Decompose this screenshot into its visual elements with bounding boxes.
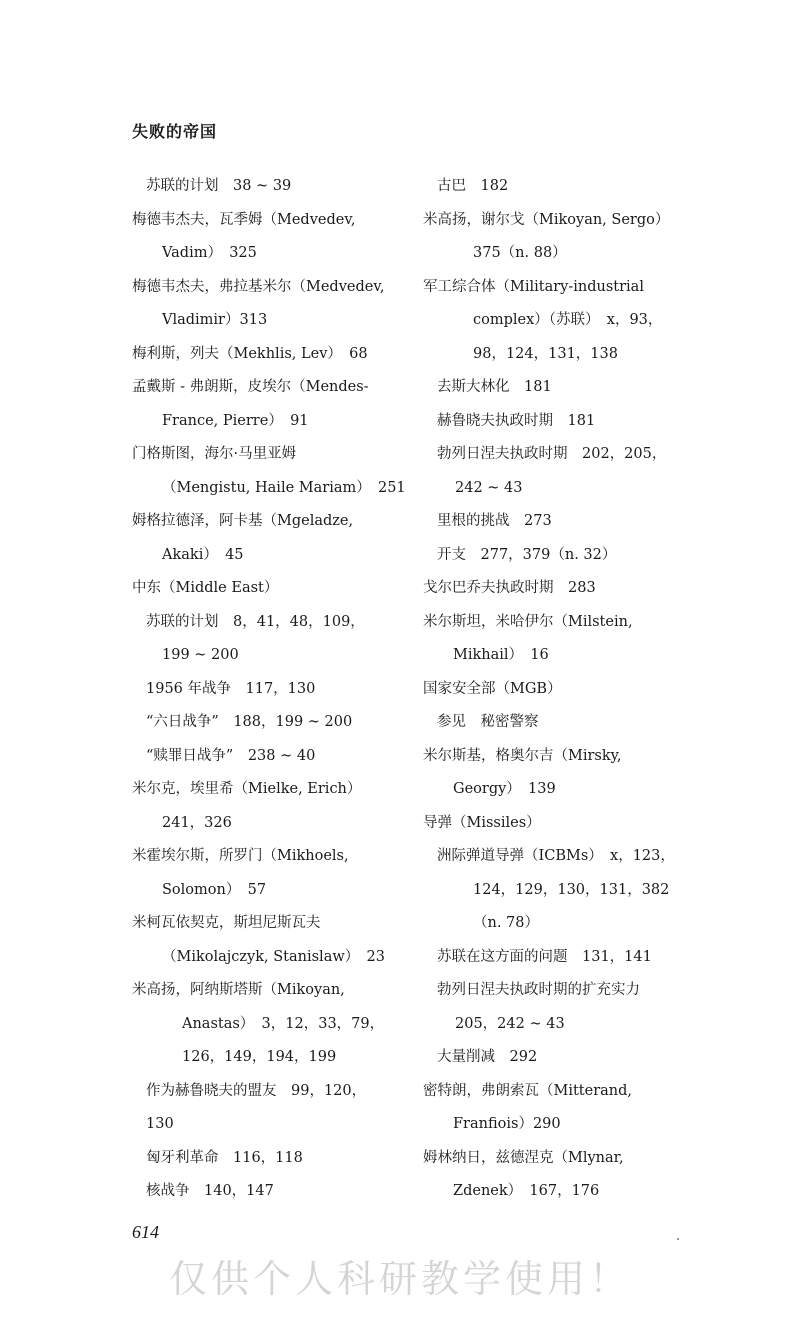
index-column-right — [423, 170, 695, 1209]
index-line: Franfiois）290 — [453, 1116, 561, 1132]
index-line: 国家安全部（MGB） — [423, 680, 562, 697]
index-line: 参见 秘密警察 — [437, 714, 539, 730]
index-line: “六日战争” 188，199 ~ 200 — [146, 714, 353, 730]
index-line: 勃列日涅夫执政时期的扩充实力 — [437, 982, 640, 998]
index-line: 375（n. 88） — [473, 245, 567, 261]
index-line: 苏联在这方面的问题 131，141 — [437, 948, 652, 965]
index-line: 米霍埃尔斯，所罗门（Mikhoels, — [132, 848, 349, 864]
index-column-left — [132, 170, 407, 1209]
index-line: 242 ~ 43 — [455, 479, 523, 496]
index-line: 苏联的计划 8，41，48，109， — [146, 613, 365, 630]
index-line: 199 ~ 200 — [162, 647, 239, 663]
index-line: 205，242 ~ 43 — [455, 1015, 565, 1032]
index-line: 洲际弹道导弹（ICBMs） x，123， — [437, 848, 675, 864]
index-line: 梅德韦杰夫，瓦季姆（Medvedev, — [132, 211, 356, 228]
index-line: 导弹（Missiles） — [423, 814, 541, 831]
index-line: 去斯大林化 181 — [437, 379, 552, 395]
index-line: 姆格拉德泽，阿卡基（Mgeladze, — [132, 513, 354, 529]
running-header: 失败的帝国 — [132, 122, 218, 141]
index-line: 米高扬，谢尔戈（Mikoyan, Sergo） — [423, 211, 670, 228]
index-line: 梅利斯，列夫（Mekhlis, Lev） 68 — [132, 345, 368, 362]
index-line: 米柯瓦依契克，斯坦尼斯瓦夫 — [132, 915, 321, 931]
index-line: 大量削减 292 — [437, 1049, 538, 1065]
index-line: 130 — [146, 1116, 174, 1132]
index-line: 核战争 140，147 — [146, 1183, 274, 1199]
index-line: 米尔斯坦，米哈伊尔（Milstein, — [423, 613, 633, 630]
index-line: 米尔斯基，格奥尔吉（Mirsky, — [423, 747, 622, 764]
index-line: 124，129，130，131，382 — [473, 881, 670, 898]
index-line: 赫鲁晓夫执政时期 181 — [437, 412, 596, 429]
index-line: Georgy） 139 — [453, 781, 556, 797]
scan-speck — [677, 1238, 679, 1240]
index-line: 里根的挑战 273 — [437, 513, 552, 529]
index-line: Mikhail） 16 — [453, 647, 549, 663]
index-line: Akaki） 45 — [162, 546, 244, 563]
index-line: Solomon） 57 — [162, 881, 267, 898]
index-line: 中东（Middle East） — [132, 580, 279, 596]
index-line: 241，326 — [162, 814, 232, 831]
index-line: 米尔克，埃里希（Mielke, Erich） — [132, 781, 362, 797]
index-line: 戈尔巴乔夫执政时期 283 — [423, 580, 596, 596]
index-line: Anastas） 3，12，33，79， — [182, 1015, 385, 1032]
index-line: Vladimir）313 — [162, 312, 268, 328]
index-line: 开支 277，379（n. 32） — [437, 546, 617, 563]
index-line: 98，124，131，138 — [473, 345, 618, 362]
index-line: 126，149，194，199 — [182, 1049, 337, 1065]
index-line: 匈牙利革命 116，118 — [146, 1149, 303, 1166]
index-line: France, Pierre） 91 — [162, 412, 309, 429]
watermark: 仅供个人科研教学使用！ — [168, 1257, 631, 1301]
index-line: 1956 年战争 117，130 — [146, 680, 316, 697]
index-line: 作为赫鲁晓夫的盟友 99，120， — [146, 1082, 367, 1099]
index-line: 门格斯图，海尔·马里亚姆 — [132, 446, 297, 462]
index-line: Zdenek） 167，176 — [453, 1183, 600, 1199]
index-line: 孟戴斯 - 弗朗斯，皮埃尔（Mendes- — [132, 379, 369, 395]
index-line: 梅德韦杰夫，弗拉基米尔（Medvedev, — [132, 278, 385, 295]
index-line: 米高扬，阿纳斯塔斯（Mikoyan, — [132, 982, 345, 998]
index-line: 姆林纳日，兹德涅克（Mlynar, — [423, 1149, 624, 1166]
index-line: 古巴 182 — [437, 178, 509, 194]
page-number: 614 — [132, 1222, 159, 1242]
index-line: 密特朗，弗朗索瓦（Mitterand, — [423, 1082, 633, 1099]
index-line: complex）（苏联） x，93， — [473, 312, 663, 328]
index-line: （n. 78） — [473, 915, 540, 931]
index-line: （Mikolajczyk, Stanislaw） 23 — [162, 948, 385, 965]
index-line: 苏联的计划 38 ~ 39 — [146, 178, 292, 194]
index-line: 勃列日涅夫执政时期 202，205， — [437, 446, 667, 462]
index-line: Vadim） 325 — [162, 245, 257, 261]
index-line: “赎罪日战争” 238 ~ 40 — [146, 747, 316, 764]
index-line: 军工综合体（Military-industrial — [423, 278, 644, 295]
index-line: （Mengistu, Haile Mariam） 251 — [162, 479, 406, 496]
